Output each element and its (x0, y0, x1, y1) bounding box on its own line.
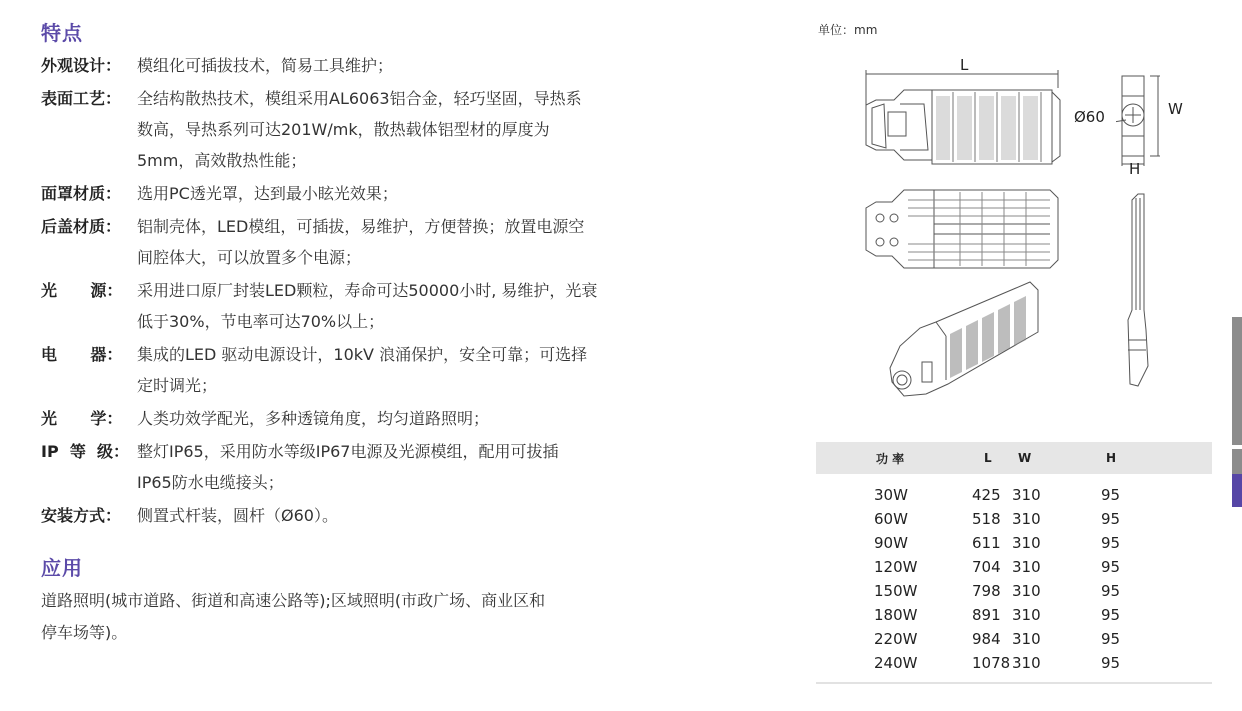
spec-table-body (816, 474, 1212, 675)
cell-W: 310 (1012, 582, 1041, 600)
feature-item (41, 275, 721, 337)
feature-item (41, 83, 721, 176)
cell-L: 984 (972, 630, 1001, 648)
bottom-view-drawing (864, 188, 1074, 270)
cell-W: 310 (1012, 558, 1041, 576)
dim-label-L: L (960, 56, 969, 74)
cell-power: 30W (874, 486, 908, 504)
feature-item (41, 403, 721, 434)
feature-line: 整灯IP65，采用防水等级IP67电源及光源模组，配用可拔插 (137, 442, 559, 461)
side-view-drawing (1116, 72, 1176, 172)
side-tab-grey[interactable] (1232, 317, 1242, 445)
feature-label: 光 源： (41, 281, 123, 300)
feature-label: 表面工艺： (41, 89, 122, 108)
feature-item (41, 339, 721, 401)
feature-label: 电 器： (41, 345, 123, 364)
cell-L: 425 (972, 486, 1001, 504)
feature-text (137, 500, 687, 531)
feature-label: 光 学： (41, 409, 123, 428)
table-bottom-rule (816, 682, 1212, 684)
features-column (41, 18, 721, 649)
application-line: 停车场等)。 (41, 623, 128, 642)
table-row (816, 651, 1212, 675)
table-row (816, 507, 1212, 531)
spec-table-header (816, 442, 1212, 474)
header-power: 功 率 (876, 451, 905, 466)
top-view-drawing (864, 60, 1074, 170)
cell-W: 310 (1012, 534, 1041, 552)
dim-label-pole-diameter: Ø60 (1074, 108, 1105, 126)
feature-item (41, 178, 721, 209)
cell-power: 120W (874, 558, 918, 576)
dim-label-H: H (1129, 160, 1141, 178)
header-H: H (1106, 451, 1117, 465)
cell-H: 95 (1101, 606, 1121, 624)
feature-text (137, 403, 687, 434)
cell-W: 310 (1012, 654, 1041, 672)
feature-text (137, 436, 687, 498)
feature-line: 采用进口原厂封装LED颗粒，寿命可达50000小时, 易维护，光衰 (137, 281, 598, 300)
cell-L: 891 (972, 606, 1001, 624)
cell-H: 95 (1101, 534, 1121, 552)
cell-H: 95 (1101, 630, 1121, 648)
feature-item (41, 50, 721, 81)
cell-H: 95 (1101, 510, 1121, 528)
side-profile-drawing (1124, 190, 1154, 390)
feature-item (41, 211, 721, 273)
feature-line: IP65防水电缆接头； (137, 473, 284, 492)
cell-W: 310 (1012, 486, 1041, 504)
cell-L: 518 (972, 510, 1001, 528)
table-row (816, 555, 1212, 579)
cell-power: 220W (874, 630, 918, 648)
feature-line: 低于30%，节电率可达70%以上； (137, 312, 385, 331)
feature-text (137, 275, 687, 337)
drawing-column (816, 0, 1216, 711)
cell-W: 310 (1012, 606, 1041, 624)
feature-text (137, 83, 687, 176)
table-row (816, 579, 1212, 603)
header-L: L (984, 451, 992, 465)
cell-L: 1078 (972, 654, 1011, 672)
feature-line: 模组化可插拔技术，简易工具维护； (137, 56, 394, 75)
cell-W: 310 (1012, 630, 1041, 648)
header-W: W (1018, 451, 1032, 465)
cell-power: 60W (874, 510, 908, 528)
application-text (41, 585, 721, 649)
cell-W: 310 (1012, 510, 1041, 528)
cell-H: 95 (1101, 654, 1121, 672)
feature-text (137, 50, 687, 81)
cell-power: 150W (874, 582, 918, 600)
feature-list (41, 50, 721, 531)
cell-power: 240W (874, 654, 918, 672)
application-line: 道路照明(城市道路、街道和高速公路等);区域照明(市政广场、商业区和 (41, 591, 546, 610)
cell-power: 180W (874, 606, 918, 624)
spec-table (816, 442, 1212, 684)
cell-L: 798 (972, 582, 1001, 600)
feature-label: IP 等 级： (41, 442, 129, 461)
feature-line: 5mm，高效散热性能； (137, 151, 307, 170)
feature-line: 选用PC透光罩，达到最小眩光效果； (137, 184, 398, 203)
side-tab-purple[interactable] (1232, 474, 1242, 507)
feature-item (41, 500, 721, 531)
cell-L: 704 (972, 558, 1001, 576)
feature-line: 间腔体大，可以放置多个电源； (137, 248, 362, 267)
feature-line: 集成的LED 驱动电源设计，10kV 浪涌保护，安全可靠；可选择 (137, 345, 588, 364)
application-heading: 应用 (41, 556, 83, 580)
cell-L: 611 (972, 534, 1001, 552)
feature-text (137, 211, 687, 273)
feature-line: 人类功效学配光，多种透镜角度，均匀道路照明； (137, 409, 490, 428)
feature-line: 全结构散热技术，模组采用AL6063铝合金，轻巧坚固，导热系 (137, 89, 582, 108)
perspective-view-drawing (886, 276, 1046, 400)
cell-H: 95 (1101, 486, 1121, 504)
feature-item (41, 436, 721, 498)
table-row (816, 603, 1212, 627)
table-row (816, 627, 1212, 651)
cell-H: 95 (1101, 558, 1121, 576)
features-heading: 特点 (41, 21, 83, 45)
feature-line: 铝制壳体，LED模组，可插拔，易维护，方便替换；放置电源空 (137, 217, 585, 236)
feature-line: 数高，导热系列可达201W/mk，散热载体铝型材的厚度为 (137, 120, 550, 139)
feature-line: 定时调光； (137, 376, 218, 395)
feature-label: 安装方式： (41, 506, 122, 525)
side-tab-grey-lower[interactable] (1232, 449, 1242, 474)
feature-label: 外观设计： (41, 56, 122, 75)
feature-text (137, 178, 687, 209)
unit-label: 单位：mm (818, 23, 878, 37)
table-row (816, 483, 1212, 507)
feature-line: 侧置式杆装，圆杆（Ø60）。 (137, 506, 338, 525)
feature-text (137, 339, 687, 401)
dim-label-W: W (1168, 100, 1183, 118)
table-row (816, 531, 1212, 555)
feature-label: 后盖材质： (41, 217, 122, 236)
cell-power: 90W (874, 534, 908, 552)
feature-label: 面罩材质： (41, 184, 122, 203)
cell-H: 95 (1101, 582, 1121, 600)
